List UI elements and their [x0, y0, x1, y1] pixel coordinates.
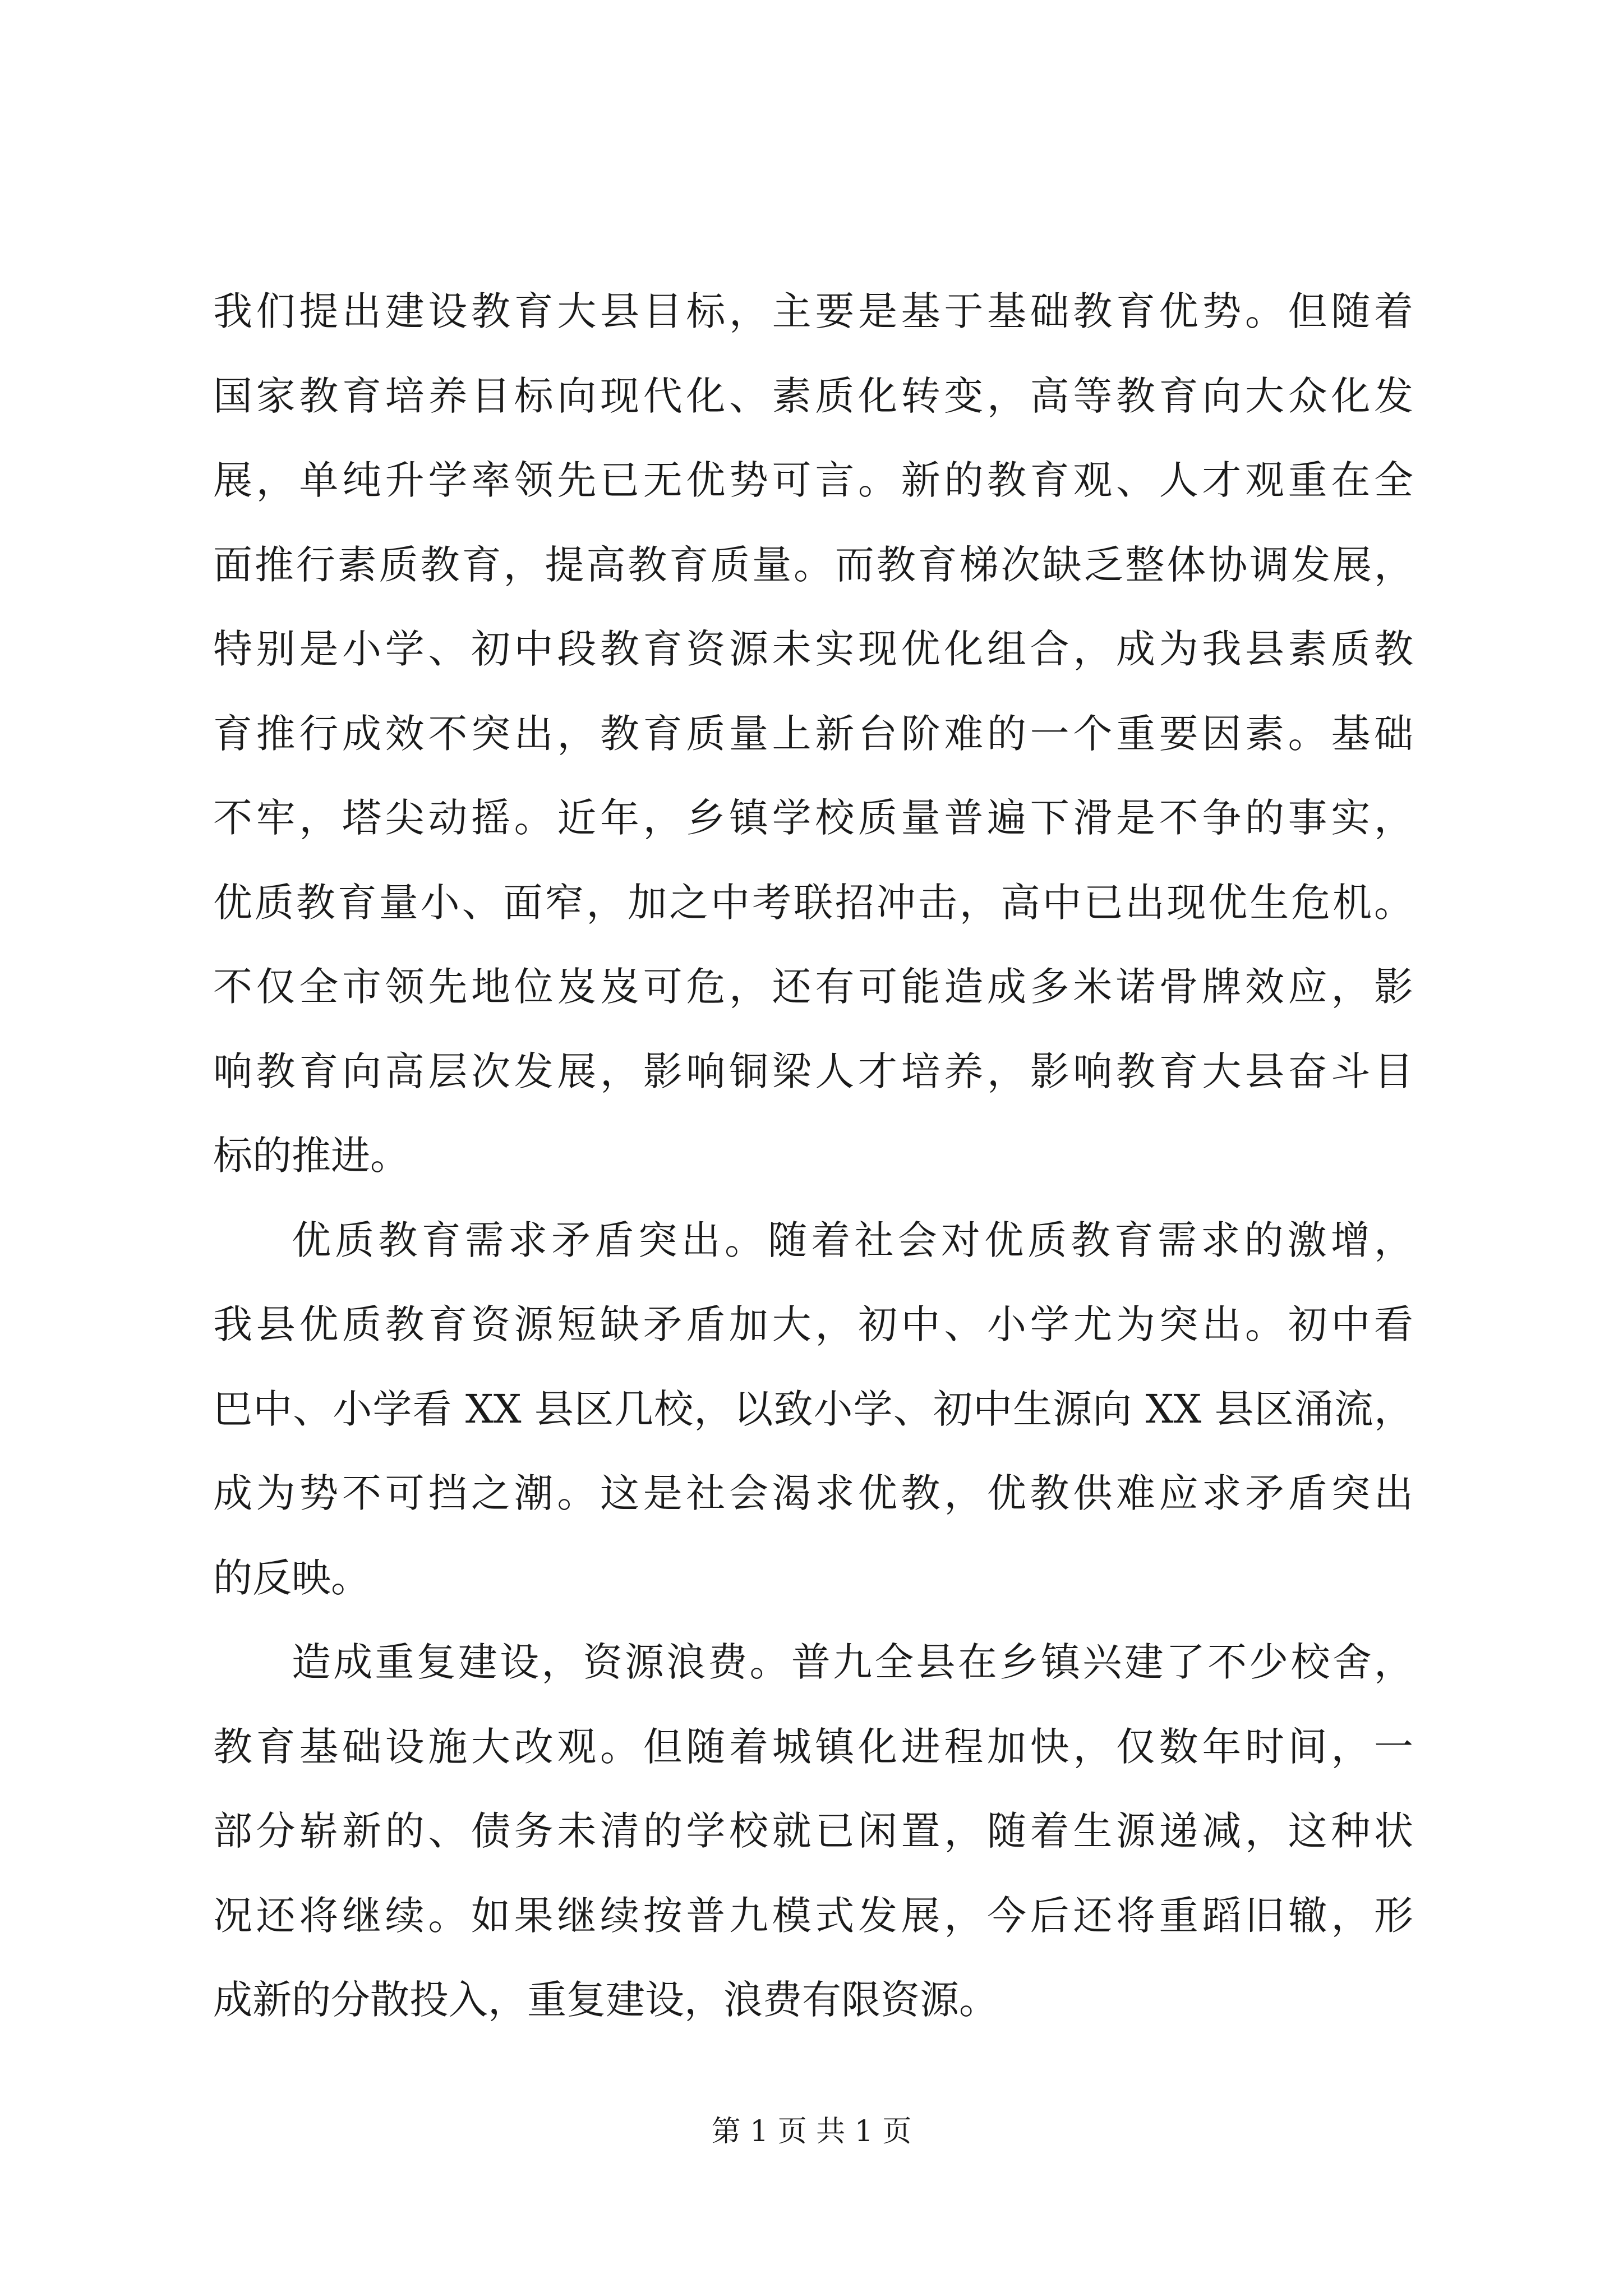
text-line: 教育基础设施大改观。但随着城镇化进程加快，仅数年时间，一	[213, 1723, 1413, 1770]
text-line: 优质教育量小、面窄，加之中考联招冲击，高中已出现优生危机。	[213, 879, 1413, 926]
page-number-footer: 第 1 页 共 1 页	[711, 2115, 912, 2148]
text-line: 育推行成效不突出，教育质量上新台阶难的一个重要因素。基础	[213, 710, 1413, 757]
text-line: 国家教育培养目标向现代化、素质化转变，高等教育向大众化发	[213, 372, 1413, 419]
text-line: 展，单纯升学率领先已无优势可言。新的教育观、人才观重在全	[213, 457, 1413, 503]
document-body	[213, 288, 1413, 2065]
text-line: 标的推进。	[213, 1133, 409, 1179]
text-line: 成为势不可挡之潮。这是社会渴求优教，优教供难应求矛盾突出	[213, 1470, 1413, 1516]
text-line: 况还将继续。如果继续按普九模式发展，今后还将重蹈旧辙，形	[213, 1892, 1413, 1939]
text-line: 不仅全市领先地位岌岌可危，还有可能造成多米诺骨牌效应，影	[213, 964, 1413, 1010]
text-line: 不牢，塔尖动摇。近年，乡镇学校质量普遍下滑是不争的事实，	[213, 795, 1413, 841]
paragraph-start-line: 造成重复建设，资源浪费。普九全县在乡镇兴建了不少校舍，	[292, 1639, 1413, 1685]
text-line: 特别是小学、初中段教育资源未实现优化组合，成为我县素质教	[213, 626, 1413, 672]
text-line: 的反映。	[213, 1554, 370, 1601]
text-line: 面推行素质教育，提高教育质量。而教育梯次缺乏整体协调发展，	[213, 541, 1413, 588]
text-line: 巴中、小学看 XX 县区几校，以致小学、初中生源向 XX 县区涌流，	[213, 1386, 1413, 1432]
text-line: 成新的分散投入，重复建设，浪费有限资源。	[213, 1977, 998, 2023]
paragraph-start-line: 优质教育需求矛盾突出。随着社会对优质教育需求的激增，	[292, 1217, 1413, 1263]
text-line: 我们提出建设教育大县目标，主要是基于基础教育优势。但随着	[213, 288, 1413, 334]
text-line: 部分崭新的、债务未清的学校就已闲置，随着生源递减，这种状	[213, 1808, 1413, 1854]
text-line: 响教育向高层次发展，影响铜梁人才培养，影响教育大县奋斗目	[213, 1048, 1413, 1094]
text-line: 我县优质教育资源短缺矛盾加大，初中、小学尤为突出。初中看	[213, 1301, 1413, 1347]
